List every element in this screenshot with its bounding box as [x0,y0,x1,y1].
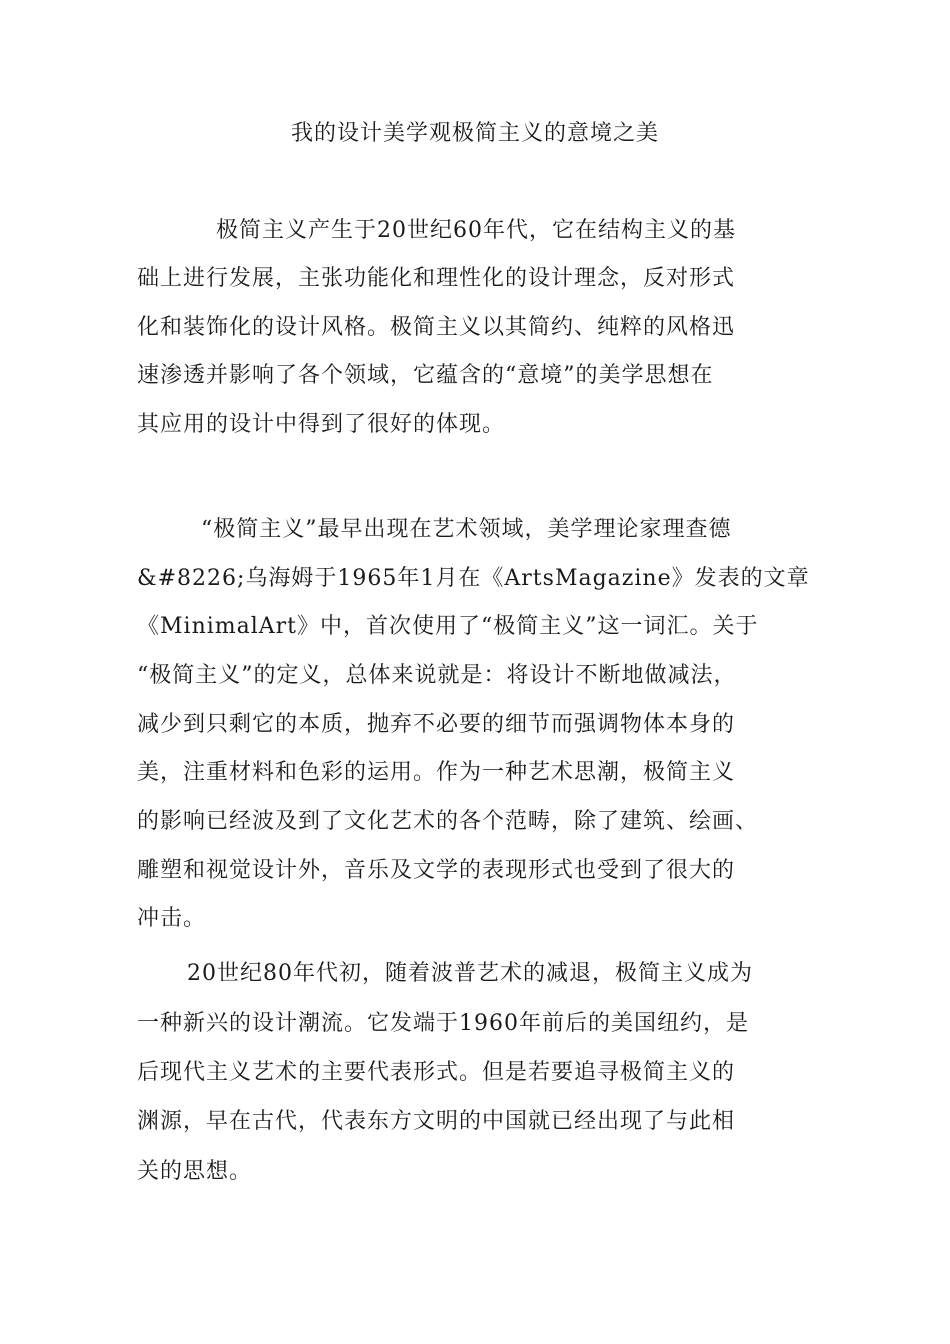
paragraph-3-line-2: 一种新兴的设计潮流。它发端于1960年前后的美国纽约，是 [137,1011,749,1036]
paragraph-2-line-6: 美，注重材料和色彩的运用。作为一种艺术思潮，极简主义 [137,760,736,785]
paragraph-1-line-5: 其应用的设计中得到了很好的体现。 [137,412,506,437]
paragraph-2-line-8: 雕塑和视觉设计外，音乐及文学的表现形式也受到了很大的 [137,858,736,883]
paragraph-2-line-4: “极简主义”的定义，总体来说就是：将设计不断地做减法， [137,663,737,688]
paragraph-3-line-3: 后现代主义艺术的主要代表形式。但是若要追寻极简主义的 [137,1060,736,1085]
paragraph-2-line-7: 的影响已经波及到了文化艺术的各个范畴，除了建筑、绘画、 [137,809,759,834]
paragraph-1-line-3: 化和装饰化的设计风格。极简主义以其简约、纯粹的风格迅 [137,315,736,340]
paragraph-2-line-9: 冲击。 [137,906,207,931]
paragraph-1-line-1: 极简主义产生于20世纪60年代，它在结构主义的基 [216,218,736,243]
paragraph-2-line-2: &#8226;乌海姆于1965年1月在《ArtsMagazine》发表的文章 [137,566,810,591]
paragraph-2-line-1: “极简主义”最早出现在艺术领域，美学理论家理查德 [201,517,732,542]
document-title: 我的设计美学观极简主义的意境之美 [290,121,659,146]
paragraph-3-line-4: 渊源，早在古代，代表东方文明的中国就已经出现了与此相 [137,1109,736,1134]
paragraph-3-line-1: 20世纪80年代初，随着波普艺术的减退，极简主义成为 [187,961,753,986]
paragraph-2-line-5: 减少到只剩它的本质，抛弃不必要的细节而强调物体本身的 [137,712,736,737]
paragraph-1-line-2: 础上进行发展，主张功能化和理性化的设计理念，反对形式 [137,266,736,291]
paragraph-3-line-5: 关的思想。 [137,1159,253,1184]
paragraph-1-line-4: 速渗透并影响了各个领域，它蕴含的“意境”的美学思想在 [137,363,714,388]
paragraph-2-line-3: 《MinimalArt》中，首次使用了“极简主义”这一词汇。关于 [137,614,759,639]
